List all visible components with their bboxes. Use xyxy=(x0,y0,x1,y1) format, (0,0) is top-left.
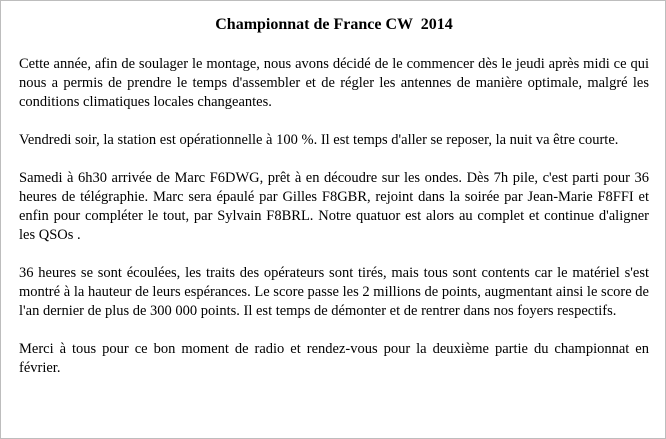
document-body xyxy=(19,55,649,397)
document-title: Championnat de France CW 2014 xyxy=(215,16,453,33)
paragraph-results: 36 heures se sont écoulées, les traits des opérateurs sont tirés, mais tous sont contents car le matériel s'est montré à la hauteur de leurs espérances. Le score passe les 2 millions de points, augmentant ainsi le score de l'an dernier de plus de 300 000 points. Il est temps de démonter et de rentrer dans nos foyers respectifs. xyxy=(19,265,649,319)
paragraph-saturday: Samedi à 6h30 arrivée de Marc F6DWG, prêt à en découdre sur les ondes. Dès 7h pile, c'est parti pour 36 heures de télégraphie. Marc sera épaulé par Gilles F8GBR, rejoint dans la soirée par Jean-Marie F8FFI et enfin pour compléter le tout, par Sylvain F8BRL. Notre quatuor est alors au complet et continue d'aligner les QSOs . xyxy=(19,170,649,243)
paragraph-friday: Vendredi soir, la station est opérationnelle à 100 %. Il est temps d'aller se reposer, la nuit va être courte. xyxy=(19,132,619,148)
paragraph-thanks: Merci à tous pour ce bon moment de radio et rendez-vous pour la deuxième partie du championnat en février. xyxy=(19,341,649,376)
paragraph-preparation: Cette année, afin de soulager le montage, nous avons décidé de le commencer dès le jeudi après midi ce qui nous a permis de prendre le temps d'assembler et de régler les antennes de manière optimale, malgré les conditions climatiques locales changeantes. xyxy=(19,56,649,110)
